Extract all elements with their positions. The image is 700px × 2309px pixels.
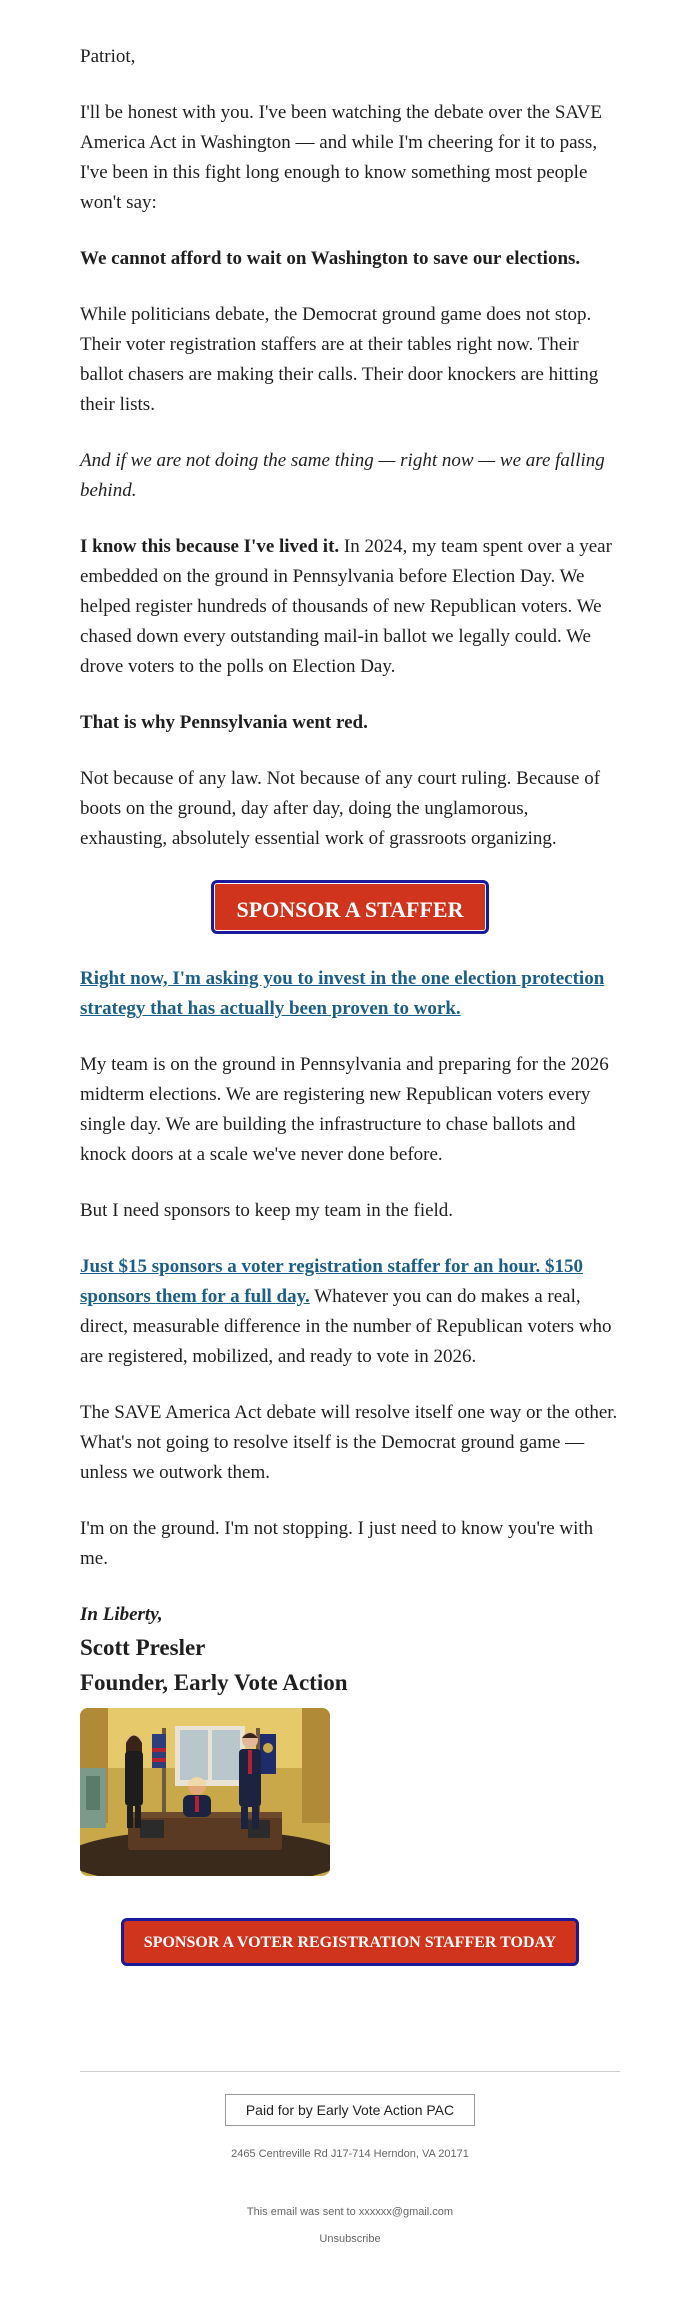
signoff-intro: In Liberty, <box>80 1604 163 1625</box>
signer-name: Scott Presler <box>80 1635 206 1660</box>
email-body <box>80 0 620 2245</box>
sent-to-notice: This email was sent to xxxxxx@gmail.com <box>246 2206 454 2218</box>
lived-it-rest: In 2024, my team spent over a year embedded on the ground in Pennsylvania before Election Day. We helped register hundreds of thousands of new Republican voters. We chased down every outstanding mail-in ballot we legally could. We drove voters to the polls on Election Day. <box>80 536 612 677</box>
secondary-cta-wrap <box>80 1918 620 1966</box>
signer-title: Founder, Early Vote Action <box>80 1670 348 1695</box>
primary-cta-wrap <box>80 880 620 934</box>
paragraph-falling-behind: And if we are not doing the same thing — right now — we are falling behind. <box>80 450 605 501</box>
paragraph-boots-on-ground: Not because of any law. Not because of any court ruling. Because of boots on the ground, day after day, doing the unglamorous, exhausting, absolutely essential work of grassroots organizing. <box>80 768 601 849</box>
oval-office-photo <box>80 1708 330 1876</box>
sponsor-voter-registration-button[interactable]: SPONSOR A VOTER REGISTRATION STAFFER TODAY <box>121 1918 579 1966</box>
lived-it-lead: I know this because I've lived it. <box>80 536 340 557</box>
greeting: Patriot, <box>80 46 136 67</box>
paragraph-lived-it <box>80 532 620 682</box>
unsubscribe-link[interactable]: Unsubscribe <box>319 2233 381 2245</box>
paragraph-with-me: I'm on the ground. I'm not stopping. I just need to know you're with me. <box>80 1518 594 1569</box>
footer <box>80 2071 620 2245</box>
sponsor-staffer-button[interactable]: SPONSOR A STAFFER <box>211 880 489 934</box>
paragraph-team-on-ground: My team is on the ground in Pennsylvania and preparing for the 2026 midterm elections. We are registering new Republican voters every single day. We are building the infrastructure to chase ballots and knock doors at a scale we've never done before. <box>80 1054 609 1165</box>
paid-for-box: Paid for by Early Vote Action PAC <box>225 2094 475 2126</box>
sponsor-amount-link[interactable]: Just $15 sponsors a voter registration staffer for an hour. $150 sponsors them for a full day. <box>80 1256 583 1307</box>
mailing-address: 2465 Centreville Rd J17-714 Herndon, VA 20171 <box>231 2148 469 2160</box>
paragraph-save-act: The SAVE America Act debate will resolve itself one way or the other. What's not going to resolve itself is the Democrat ground game — unless we outwork them. <box>80 1402 618 1483</box>
paragraph-need-sponsors: But I need sponsors to keep my team in the field. <box>80 1200 454 1221</box>
signoff <box>80 1600 620 1876</box>
paragraph-intro: I'll be honest with you. I've been watching the debate over the SAVE America Act in Washington — and while I'm cheering for it to pass, I've been in this fight long enough to know something most people won't say: <box>80 102 602 213</box>
paragraph-pennsylvania-red: That is why Pennsylvania went red. <box>80 712 368 733</box>
sponsor-amount-rest: Whatever you can do makes a real, direct, measurable difference in the number of Republican voters who are registered, mobilized, and ready to vote in 2026. <box>80 1286 612 1367</box>
paragraph-headline: We cannot afford to wait on Washington to save our elections. <box>80 248 581 269</box>
paragraph-invest-link <box>80 964 620 1024</box>
paragraph-sponsor-amounts <box>80 1252 620 1372</box>
invest-link[interactable]: Right now, I'm asking you to invest in the one election protection strategy that has actually been proven to work. <box>80 968 605 1019</box>
paragraph-ground-game: While politicians debate, the Democrat ground game does not stop. Their voter registration staffers are at their tables right now. Their ballot chasers are making their calls. Their door knockers are hitting their lists. <box>80 304 599 415</box>
